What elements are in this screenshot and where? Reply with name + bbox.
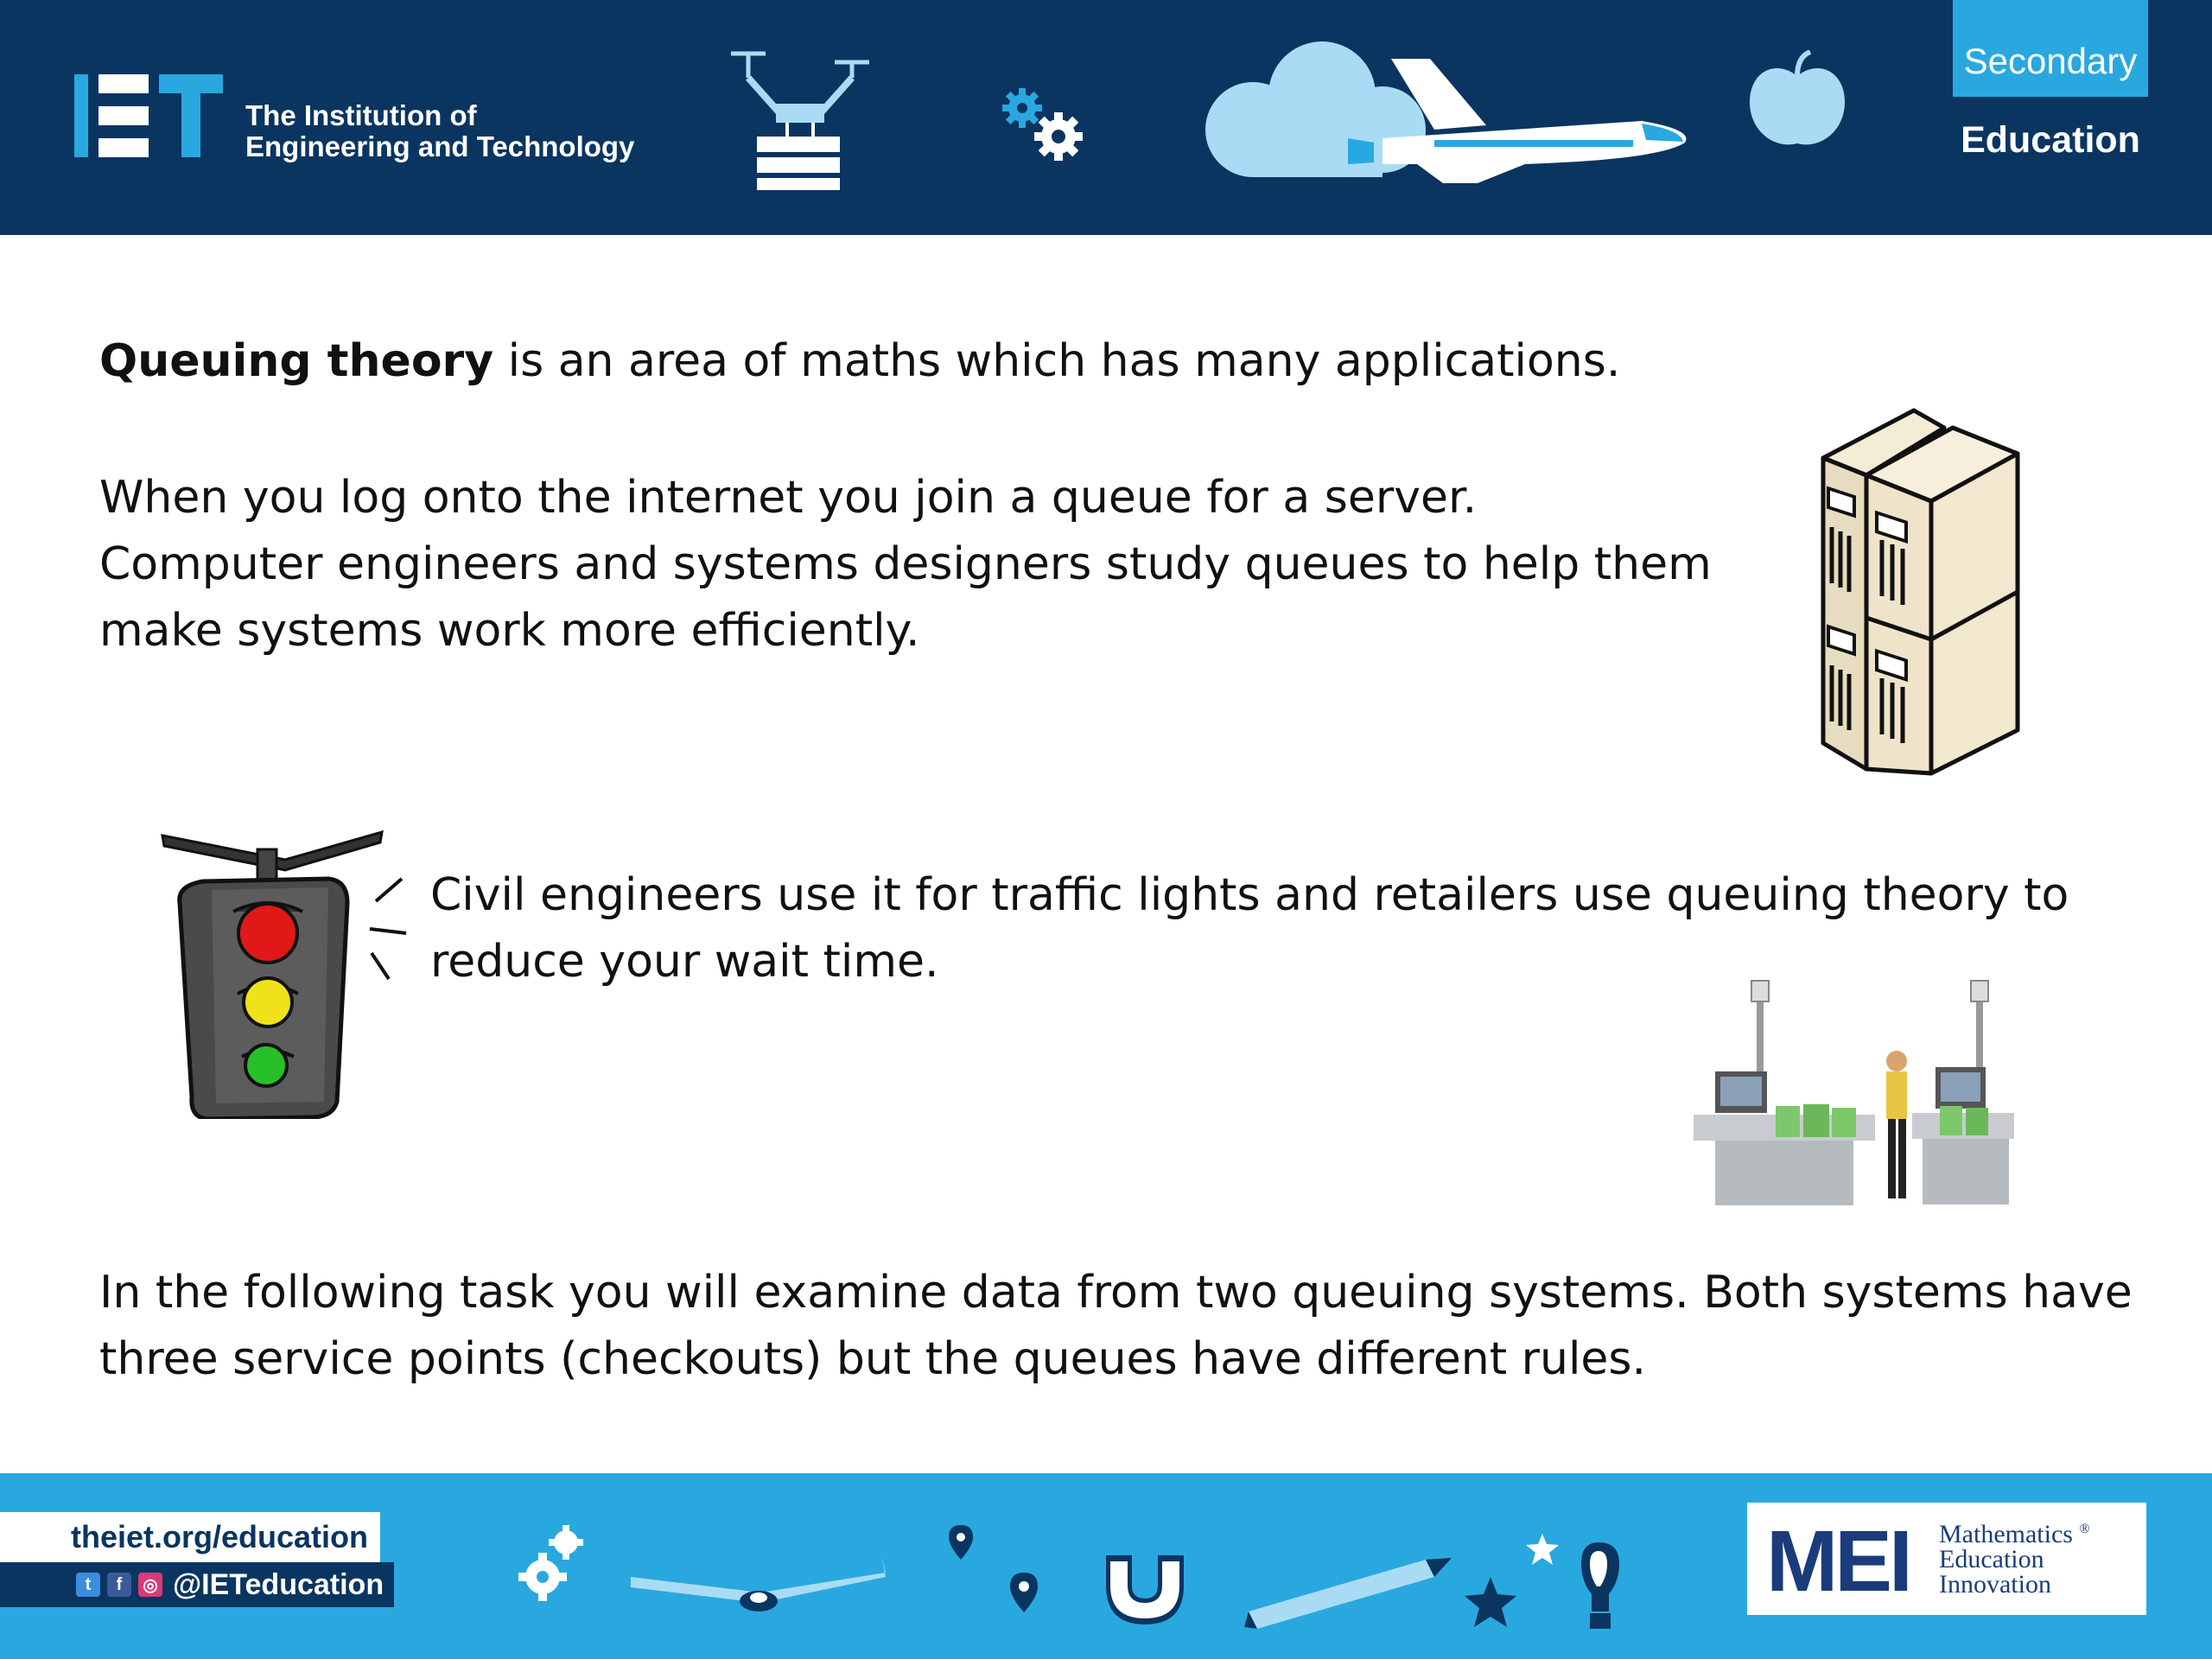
website-link[interactable]: theiet.org/education [0,1512,380,1562]
mei-line3: Innovation [1939,1570,2051,1599]
secondary-badge: Secondary [1953,0,2148,97]
twitter-icon[interactable]: t [76,1573,100,1597]
civil-engineers-paragraph [430,862,2098,995]
mei-line2: Education [1939,1545,2044,1573]
social-handle[interactable]: @IETeducation [173,1567,385,1601]
stars-icon [1465,1534,1559,1627]
pencil-icon [1244,1558,1452,1629]
traffic-light-icon [156,825,415,1119]
mei-registered-mark: ® [2079,1522,2090,1536]
social-links [0,1562,394,1607]
magnet-icon [1106,1555,1184,1624]
apple-icon [1750,50,1845,149]
drone-icon [722,43,878,194]
mei-line1: Mathematics [1939,1520,2073,1548]
para3-line2: reduce your wait time. [430,936,939,988]
facebook-icon[interactable]: f [107,1573,131,1597]
lightbulb-icon [1581,1542,1619,1629]
mei-letters: MEI [1766,1513,1910,1610]
para2-line1: When you log onto the internet you join a queue for a server. [99,472,1478,524]
location-pin-icon [949,1525,1038,1612]
intro-paragraph [99,328,1620,395]
para2-line3: make systems work more efficiently. [99,605,920,657]
footer-illustrations [484,1491,1694,1646]
org-name-line1: The Institution of [245,99,477,131]
queuing-theory-term: Queuing theory [99,335,494,387]
gears-icon [998,86,1093,164]
server-icon [1815,397,2031,778]
footer-banner [0,1473,2212,1659]
instagram-icon[interactable]: ◎ [138,1573,162,1597]
glider-icon [631,1555,886,1611]
organisation-name [245,100,634,162]
space-shuttle-icon [1192,35,1694,199]
para3-line1: Civil engineers use it for traffic lights and retailers use queuing theory to [430,869,2069,921]
self-checkout-icon [1689,976,2018,1210]
para4-line1: In the following task you will examine data from two queuing systems. Both systems have [99,1267,2133,1319]
para2-line2: Computer engineers and systems designers study queues to help them [99,538,1712,590]
intro-rest: is an area of maths which has many applications. [493,335,1621,387]
task-paragraph [99,1260,2156,1393]
gears-icon [518,1525,583,1601]
internet-paragraph [99,465,1741,664]
org-name-line2: Engineering and Technology [245,130,635,162]
mei-logo [1747,1503,2146,1615]
iet-logo-icon [74,74,223,157]
para4-line2: three service points (checkouts) but the queues have different rules. [99,1333,1647,1385]
education-label: Education [1961,119,2140,161]
header-banner [0,0,2212,235]
mei-name [1939,1516,2090,1597]
